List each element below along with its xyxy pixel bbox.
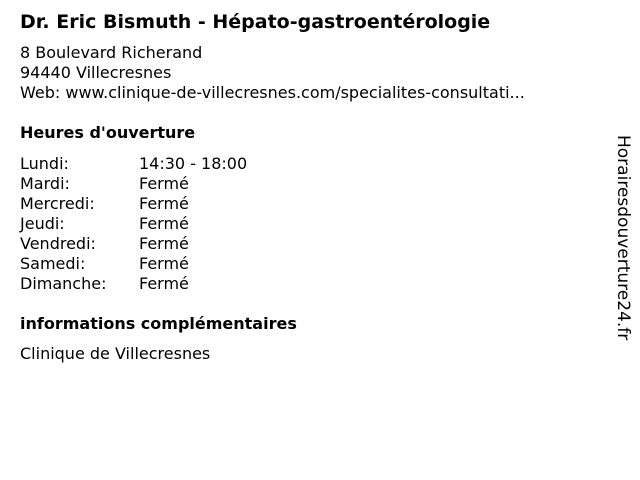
hours-value: Fermé — [139, 254, 189, 273]
hours-row-dimanche — [20, 274, 247, 294]
day-label: Mardi: — [20, 174, 70, 193]
city-address: 94440 Villecresnes — [20, 63, 172, 82]
hours-row-lundi — [20, 154, 247, 174]
hours-value: Fermé — [139, 194, 189, 213]
brand-name: Horairesdouverture24.fr — [613, 135, 633, 341]
day-label: Mercredi: — [20, 194, 95, 213]
hours-value: Fermé — [139, 174, 189, 193]
day-label: Lundi: — [20, 154, 69, 173]
hours-value: 14:30 - 18:00 — [139, 154, 248, 173]
hours-row-vendredi — [20, 234, 247, 254]
address-block — [20, 43, 525, 103]
opening-hours-heading: Heures d'ouverture — [20, 123, 196, 142]
day-label: Samedi: — [20, 254, 86, 273]
hours-value: Fermé — [139, 234, 189, 253]
street-address: 8 Boulevard Richerand — [20, 43, 203, 62]
additional-info-text: Clinique de Villecresnes — [20, 344, 211, 363]
day-label: Vendredi: — [20, 234, 96, 253]
hours-value: Fermé — [139, 214, 189, 233]
hours-row-samedi — [20, 254, 247, 274]
website-link[interactable]: Web: www.clinique-de-villecresnes.com/specialites-consultati... — [20, 83, 525, 102]
day-label: Dimanche: — [20, 274, 107, 293]
brand-watermark — [612, 135, 634, 345]
hours-row-jeudi — [20, 214, 247, 234]
page-title: Dr. Eric Bismuth - Hépato-gastroentérologie — [20, 11, 491, 33]
opening-hours-table — [20, 154, 247, 294]
day-label: Jeudi: — [20, 214, 65, 233]
additional-info-heading: informations complémentaires — [20, 314, 297, 333]
hours-row-mardi — [20, 174, 247, 194]
hours-value: Fermé — [139, 274, 189, 293]
hours-row-mercredi — [20, 194, 247, 214]
